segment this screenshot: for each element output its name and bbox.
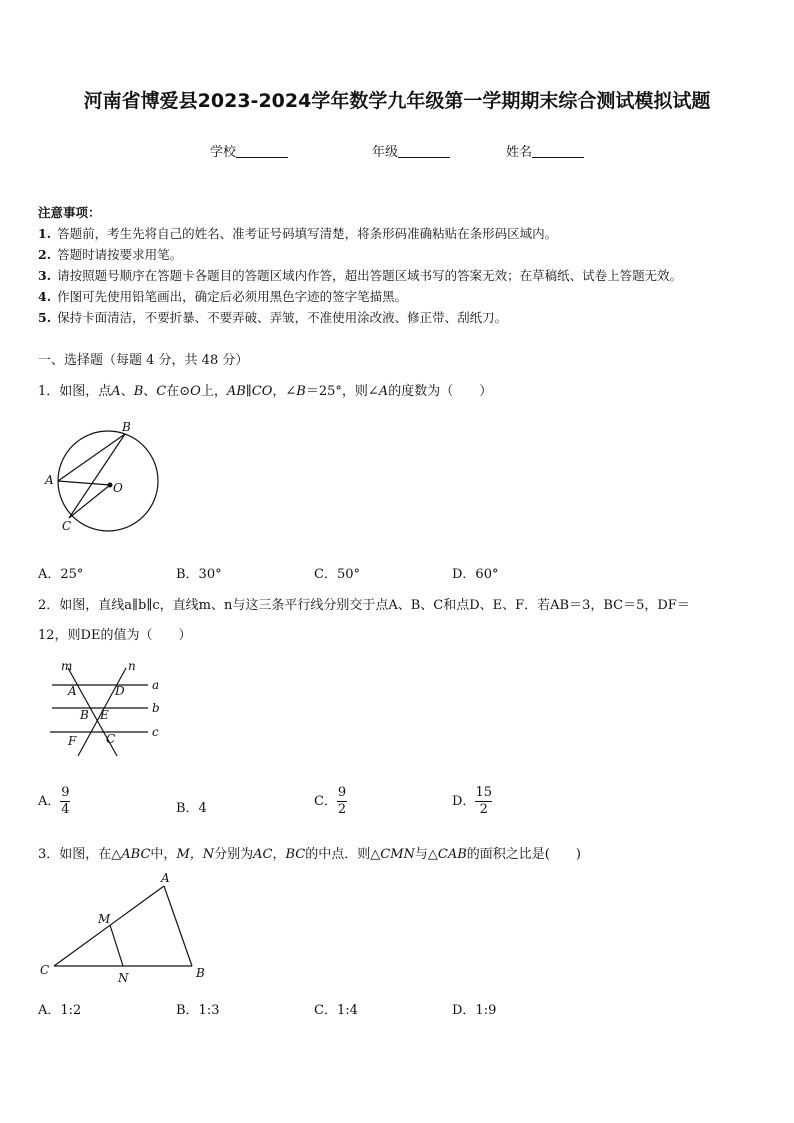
q1-option-c[interactable]: C．50° — [314, 567, 360, 582]
note-item: 3. 请按照题号顺序在答题卡各题目的答题区域内作答，超出答题区域书写的答案无效；在草稿纸、试卷上答题无效。 — [38, 268, 683, 283]
question-2-figure — [44, 658, 174, 768]
segment-bc — [69, 434, 125, 518]
label-point-a: A — [68, 684, 77, 698]
label-n: n — [128, 659, 136, 673]
q1-option-a[interactable]: A．25° — [38, 567, 84, 582]
q2-option-c[interactable]: C． $\frac{9}{2}$ — [314, 785, 347, 817]
q2-option-b[interactable]: B．4 — [176, 801, 207, 816]
name-label: 姓名 — [506, 145, 533, 160]
label-b: B — [122, 420, 131, 434]
q3-option-d[interactable]: D．1:9 — [452, 1003, 497, 1018]
label-c: C — [40, 963, 50, 977]
note-item: 5. 保持卡面清洁，不要折暴、不要弄破、弄皱，不准使用涂改液、修正带、刮纸刀。 — [38, 310, 508, 325]
school-label: 学校 — [210, 145, 237, 160]
question-2-stem-line2: 12，则DE的值为（ ） — [38, 628, 192, 643]
page-title: 河南省博爱县2023-2024学年数学九年级第一学期期末综合测试模拟试题 — [83, 90, 711, 112]
label-a: A — [45, 473, 54, 487]
label-m: m — [61, 659, 73, 673]
q2-option-a[interactable]: A． $\frac{9}{4}$ — [38, 785, 70, 817]
q3-option-c[interactable]: C．1:4 — [314, 1003, 358, 1018]
label-b: B — [196, 966, 205, 980]
label-a: A — [161, 871, 170, 885]
question-2-stem-line1: 2．如图，直线a∥b∥c，直线m、n与这三条平行线分别交于点A、B、C和点D、E、F．若AB＝3，BC＝5，DF＝ — [38, 598, 690, 613]
label-o: O — [113, 481, 123, 495]
note-item: 2. 答题时请按要求用笔。 — [38, 247, 183, 262]
label-c: C — [62, 519, 72, 533]
question-3-figure — [36, 868, 216, 988]
q1-option-d[interactable]: D．60° — [452, 567, 499, 582]
label-c-line: c — [152, 725, 159, 739]
school-field — [210, 141, 288, 160]
question-1-figure — [40, 418, 170, 536]
segment-ab — [58, 434, 125, 481]
q3-option-a[interactable]: A．1:2 — [38, 1003, 82, 1018]
section-title: 一、选择题（每题 4 分，共 48 分） — [38, 353, 249, 368]
segment-ab — [164, 886, 192, 966]
label-m: M — [98, 912, 111, 926]
name-blank[interactable] — [532, 145, 584, 158]
label-point-b: B — [80, 708, 89, 722]
segment-ao — [58, 481, 110, 485]
label-point-f: F — [68, 734, 77, 748]
label-point-e: E — [100, 708, 109, 722]
note-item: 1. 答题前，考生先将自己的姓名、准考证号码填写清楚，将条形码准确粘贴在条形码区域内。 — [38, 226, 558, 241]
segment-mn — [110, 925, 123, 966]
school-blank[interactable] — [236, 145, 288, 158]
q1-option-b[interactable]: B．30° — [176, 567, 222, 582]
label-n: N — [118, 971, 129, 985]
question-1-stem: 1．如图，点A、B、C在⊙O上，AB∥CO，∠B＝25°，则∠A的度数为（ ） — [38, 384, 493, 399]
label-b-line: b — [152, 701, 160, 715]
segment-ca — [54, 886, 164, 966]
center-point — [108, 483, 113, 488]
grade-blank[interactable] — [398, 145, 450, 158]
grade-label: 年级 — [372, 145, 399, 160]
label-point-c: C — [106, 732, 116, 746]
question-3-stem: 3．如图，在△ABC中，M，N分别为AC，BC的中点．则△CMN与△CAB的面积之比是( ) — [38, 847, 581, 862]
q2-option-d[interactable]: D． $\frac{15}{2}$ — [452, 785, 492, 817]
label-a-line: a — [152, 678, 160, 692]
name-field — [506, 141, 584, 160]
note-item: 4. 作图可先使用铅笔画出，确定后必须用黑色字迹的签字笔描黑。 — [38, 289, 408, 304]
segment-co — [69, 485, 110, 518]
label-point-d: D — [115, 684, 125, 698]
grade-field — [372, 141, 450, 160]
q3-option-b[interactable]: B．1:3 — [176, 1003, 220, 1018]
notes-heading: 注意事项： — [38, 205, 101, 220]
